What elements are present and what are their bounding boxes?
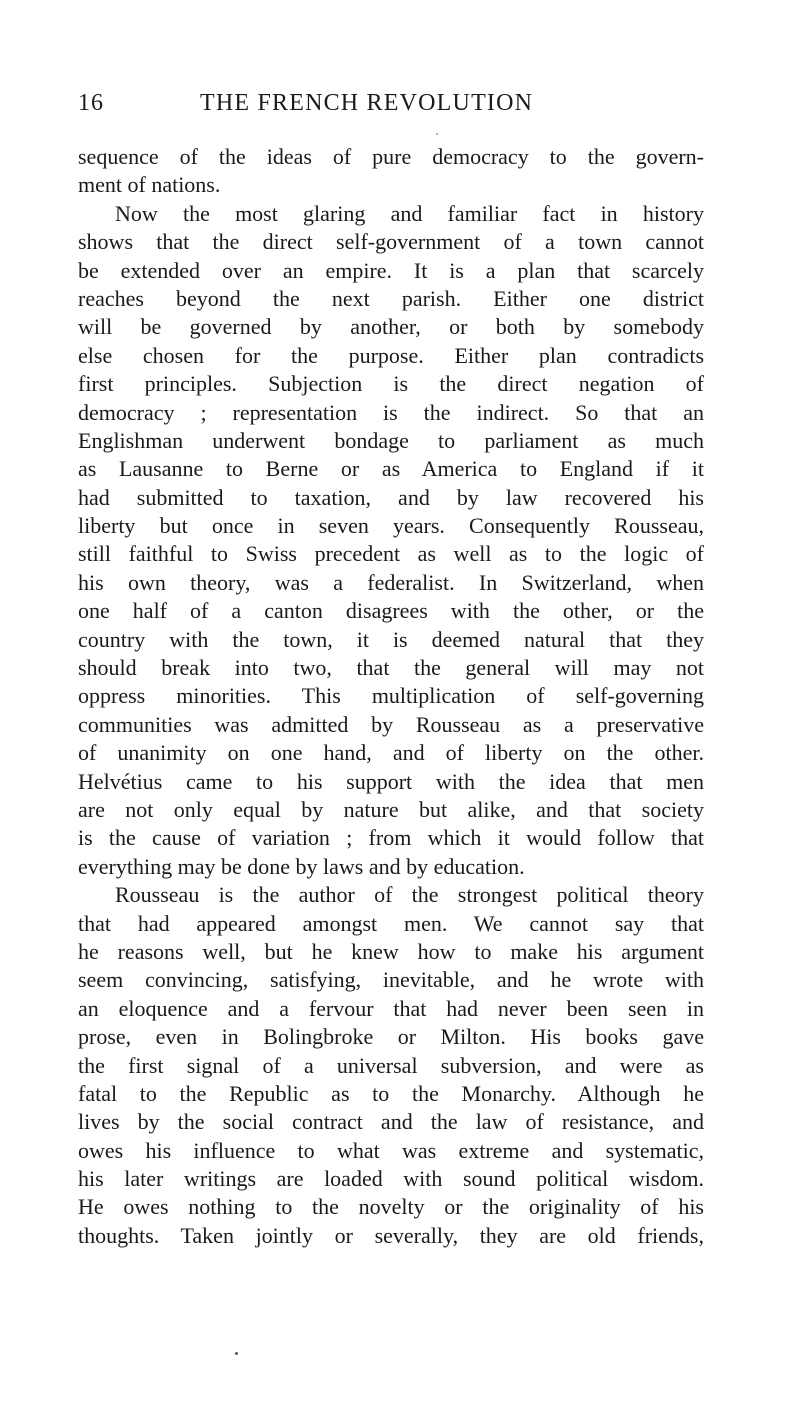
text-line: an eloquence and a fervour that had never been seen in — [78, 995, 704, 1021]
text-line: ment of nations. — [78, 172, 221, 198]
text-line: sequence of the ideas of pure democracy to the govern- — [78, 144, 704, 169]
text-line: of unanimity on one hand, and of liberty on the other. — [78, 740, 704, 766]
text-line: shows that the direct self-government of a town cannot — [78, 229, 704, 255]
text-line: that had appeared amongst men. We cannot say that — [78, 910, 704, 936]
text-line: prose, even in Bolingbroke or Milton. His books gave — [78, 1024, 704, 1050]
text-line: oppress minorities. This multiplication of self-governing — [78, 683, 704, 709]
text-line: liberty but once in seven years. Consequently Rousseau, — [78, 513, 704, 539]
paragraph-first-line: Now the most glaring and familiar fact in history — [115, 200, 704, 226]
text-line: Helvétius came to his support with the idea that men — [78, 768, 704, 794]
text-line: had submitted to taxation, and by law recovered his — [78, 484, 704, 510]
text-line: his own theory, was a federalist. In Switzerland, when — [78, 569, 704, 595]
text-line: Englishman underwent bondage to parliament as much — [78, 427, 704, 453]
scan-speck — [436, 133, 438, 135]
text-line: democracy ; representation is the indirect. So that an — [78, 399, 704, 425]
text-line: else chosen for the purpose. Either plan contradicts — [78, 342, 704, 368]
text-line: thoughts. Taken jointly or severally, they are old friends, — [78, 1222, 704, 1248]
text-line: will be governed by another, or both by somebody — [78, 314, 704, 340]
text-line: He owes nothing to the novelty or the originality of his — [78, 1194, 704, 1220]
running-header — [78, 90, 704, 126]
text-line: communities was admitted by Rousseau as a preservative — [78, 711, 704, 737]
text-line: first principles. Subjection is the direct negation of — [78, 371, 704, 397]
text-line: reaches beyond the next parish. Either one district — [78, 285, 704, 311]
text-line: his later writings are loaded with sound political wisdom. — [78, 1166, 704, 1192]
page-number: 16 — [78, 90, 104, 116]
text-line: the first signal of a universal subversion, and were as — [78, 1052, 704, 1078]
scan-speck — [235, 1352, 238, 1355]
body-text — [78, 143, 704, 1250]
text-line: he reasons well, but he knew how to make his argument — [78, 938, 704, 964]
text-line: should break into two, that the general will may not — [78, 655, 704, 681]
running-title: THE FRENCH REVOLUTION — [200, 90, 534, 116]
text-line: seem convincing, satisfying, inevitable, and he wrote with — [78, 967, 704, 993]
text-line: as Lausanne to Berne or as America to England if it — [78, 456, 704, 482]
text-line: are not only equal by nature but alike, and that society — [78, 796, 704, 822]
text-line: everything may be done by laws and by education. — [78, 853, 525, 879]
text-line: owes his influence to what was extreme and systematic, — [78, 1137, 704, 1163]
paragraph-first-line: Rousseau is the author of the strongest political theory — [115, 882, 704, 908]
text-line: one half of a canton disagrees with the other, or the — [78, 598, 704, 624]
text-line: lives by the social contract and the law of resistance, and — [78, 1109, 704, 1135]
text-line: still faithful to Swiss precedent as well as to the logic of — [78, 541, 704, 567]
text-line: be extended over an empire. It is a plan that scarcely — [78, 257, 704, 283]
text-line: fatal to the Republic as to the Monarchy. Although he — [78, 1080, 704, 1106]
text-line: country with the town, it is deemed natural that they — [78, 626, 704, 652]
text-line: is the cause of variation ; from which it would follow that — [78, 825, 704, 851]
